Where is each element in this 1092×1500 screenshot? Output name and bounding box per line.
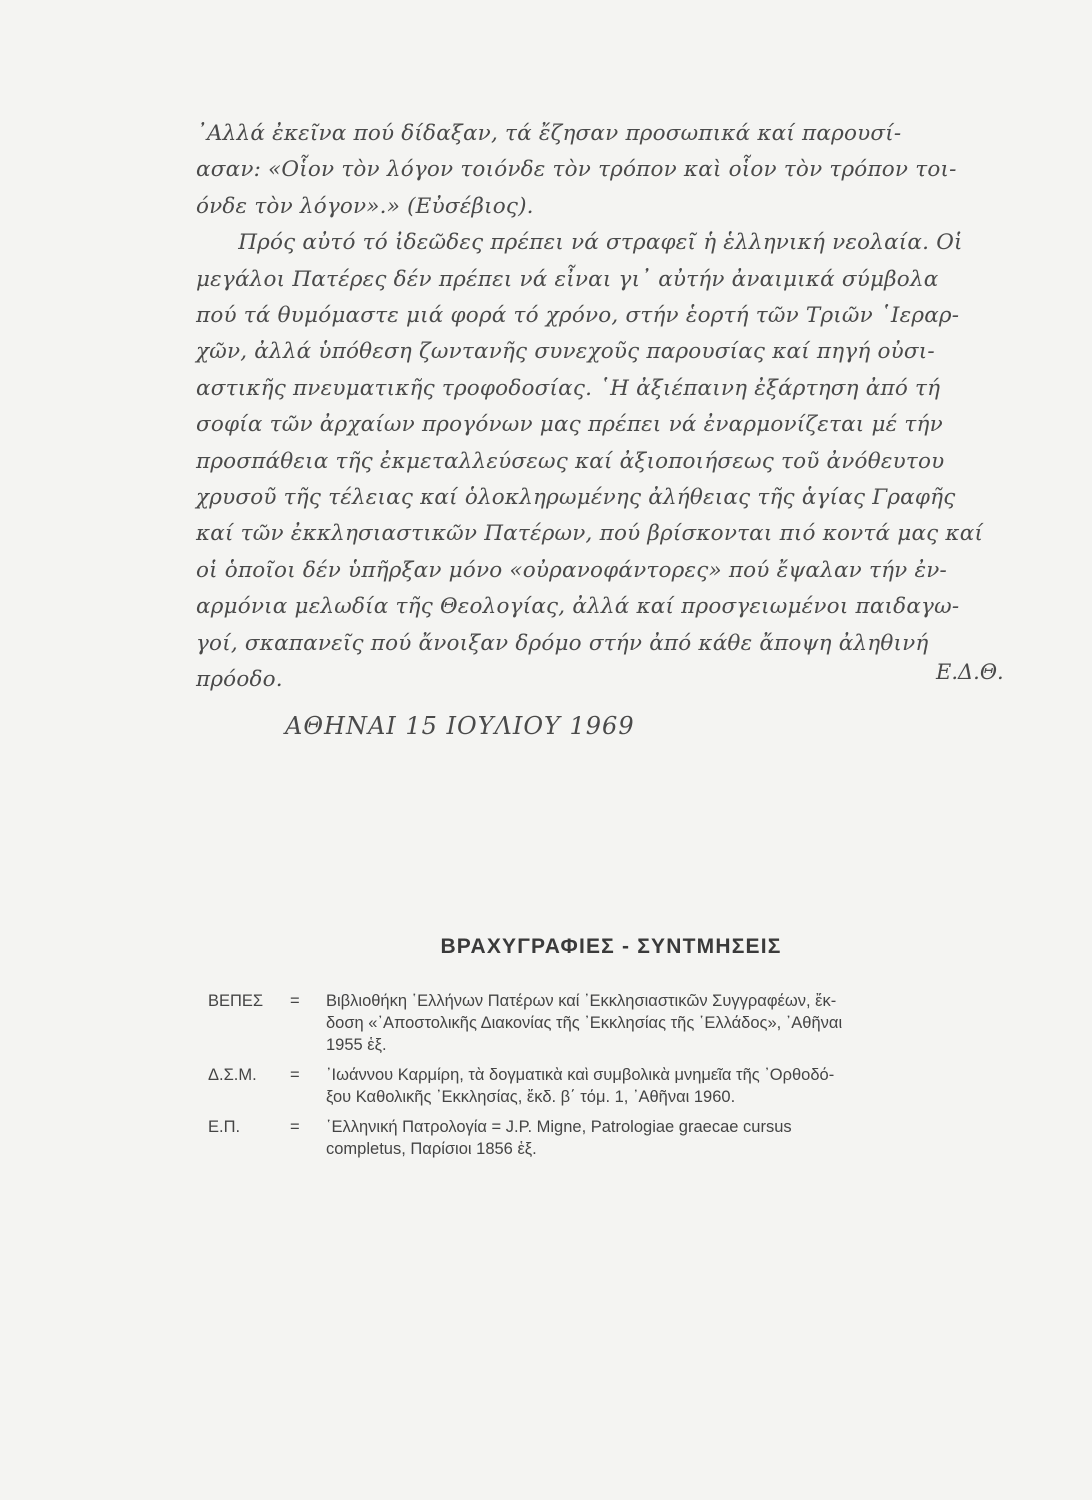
definition-line: Βιβλιοθήκη ῾Ελλήνων Πατέρων καί ᾿Εκκλησιαστικῶν Συγγραφέων, ἔκ-: [326, 992, 837, 1010]
text-line: πού τά θυμόμαστε μιά φορά τό χρόνο, στήν ἑορτή τῶν Τριῶν ῾Ιεραρ-: [196, 303, 960, 329]
text-line: ασαν: «Οἷον τὸν λόγον τοιόνδε τὸν τρόπον καὶ οἷον τὸν τρόπον τοι-: [196, 157, 957, 183]
abbreviation-definition: [326, 1116, 1048, 1160]
text-line: μεγάλοι Πατέρες δέν πρέπει νά εἶναι γι᾿ αὐτήν ἀναιμικά σύμβολα: [196, 266, 939, 292]
text-line: οἱ ὁποῖοι δέν ὑπῆρξαν μόνο «οὐρανοφάντορες» πού ἔψαλαν τήν ἐν-: [196, 557, 947, 583]
text-line: χῶν, ἀλλά ὑπόθεση ζωντανῆς συνεχοῦς παρουσίας καί πηγή οὐσι-: [196, 339, 935, 365]
text-line: σοφία τῶν ἀρχαίων προγόνων μας πρέπει νά ἐναρμονίζεται μέ τήν: [196, 412, 943, 438]
author-initials: Ε.Δ.Θ.: [936, 660, 1004, 684]
text-line: Πρός αὐτό τό ἰδεῶδες πρέπει νά στραφεῖ ἡ ἑλληνική νεολαία. Οἱ: [196, 230, 963, 256]
text-line: πρόοδο.: [196, 667, 283, 693]
text-line: όνδε τὸν λόγον».» (Εὐσέβιος).: [196, 193, 534, 219]
text-line: προσπάθεια τῆς ἐκμεταλλεύσεως καί ἀξιοποιήσεως τοῦ ἀνόθευτου: [196, 448, 945, 474]
equals-sign: =: [290, 992, 300, 1010]
abbreviation-entry: [208, 1116, 1048, 1160]
definition-line: ῾Ελληνική Πατρολογία = J.P. Migne, Patrologiae graecae cursus: [326, 1118, 792, 1136]
abbreviation-term: Δ.Σ.Μ.: [208, 1066, 257, 1084]
equals-sign: =: [290, 1118, 300, 1136]
abbreviations-list: [208, 990, 1048, 1168]
definition-line: 1955 ἑξ.: [326, 1036, 387, 1054]
section-heading: ΒΡΑΧΥΓΡΑΦΙΕΣ - ΣΥΝΤΜΗΣΕΙΣ: [440, 935, 782, 958]
abbreviation-definition: [326, 990, 1048, 1056]
definition-line: completus, Παρίσιοι 1856 ἑξ.: [326, 1140, 537, 1158]
text-line: αρμόνια μελωδία τῆς Θεολογίας, ἀλλά καί προσγειωμένοι παιδαγω-: [196, 594, 960, 620]
text-line: αστικῆς πνευματικῆς τροφοδοσίας. ῾Η ἀξιέπαινη ἐξάρτηση ἀπό τή: [196, 375, 941, 401]
definition-line: ᾿Ιωάννου Καρμίρη, τὰ δογματικὰ καὶ συμβολικὰ μνημεῖα τῆς ᾿Ορθοδό-: [326, 1066, 835, 1084]
abbreviation-entry: [208, 1064, 1048, 1108]
body-text: [196, 116, 1048, 699]
definition-line: ξου Καθολικῆς ᾿Εκκλησίας, ἔκδ. β΄ τόμ. 1, ᾿Αθῆναι 1960.: [326, 1088, 736, 1106]
text-line: γοί, σκαπανεῖς πού ἄνοιξαν δρόμο στήν ἀπό κάθε ἄποψη ἀληθινή: [196, 630, 929, 656]
abbreviation-definition: [326, 1064, 1048, 1108]
abbreviation-entry: [208, 990, 1048, 1056]
abbreviation-term: ΒΕΠΕΣ: [208, 992, 264, 1010]
text-line: χρυσοῦ τῆς τέλειας καί ὁλοκληρωμένης ἀλήθειας τῆς ἁγίας Γραφῆς: [196, 485, 956, 511]
equals-sign: =: [290, 1066, 300, 1084]
dateline: ΑΘΗΝΑΙ 15 ΙΟΥΛΙΟΥ 1969: [285, 712, 635, 740]
text-line: ᾿Αλλά ἐκεῖνα πού δίδαξαν, τά ἔζησαν προσωπικά καί παρουσί-: [196, 121, 902, 146]
definition-line: δοση «᾿Αποστολικῆς Διακονίας τῆς ᾿Εκκλησίας τῆς ῾Ελλάδος», ᾿Αθῆναι: [326, 1014, 843, 1032]
text-line: καί τῶν ἐκκλησιαστικῶν Πατέρων, πού βρίσκονται πιό κοντά μας καί: [196, 521, 984, 547]
abbreviation-term: Ε.Π.: [208, 1118, 241, 1136]
